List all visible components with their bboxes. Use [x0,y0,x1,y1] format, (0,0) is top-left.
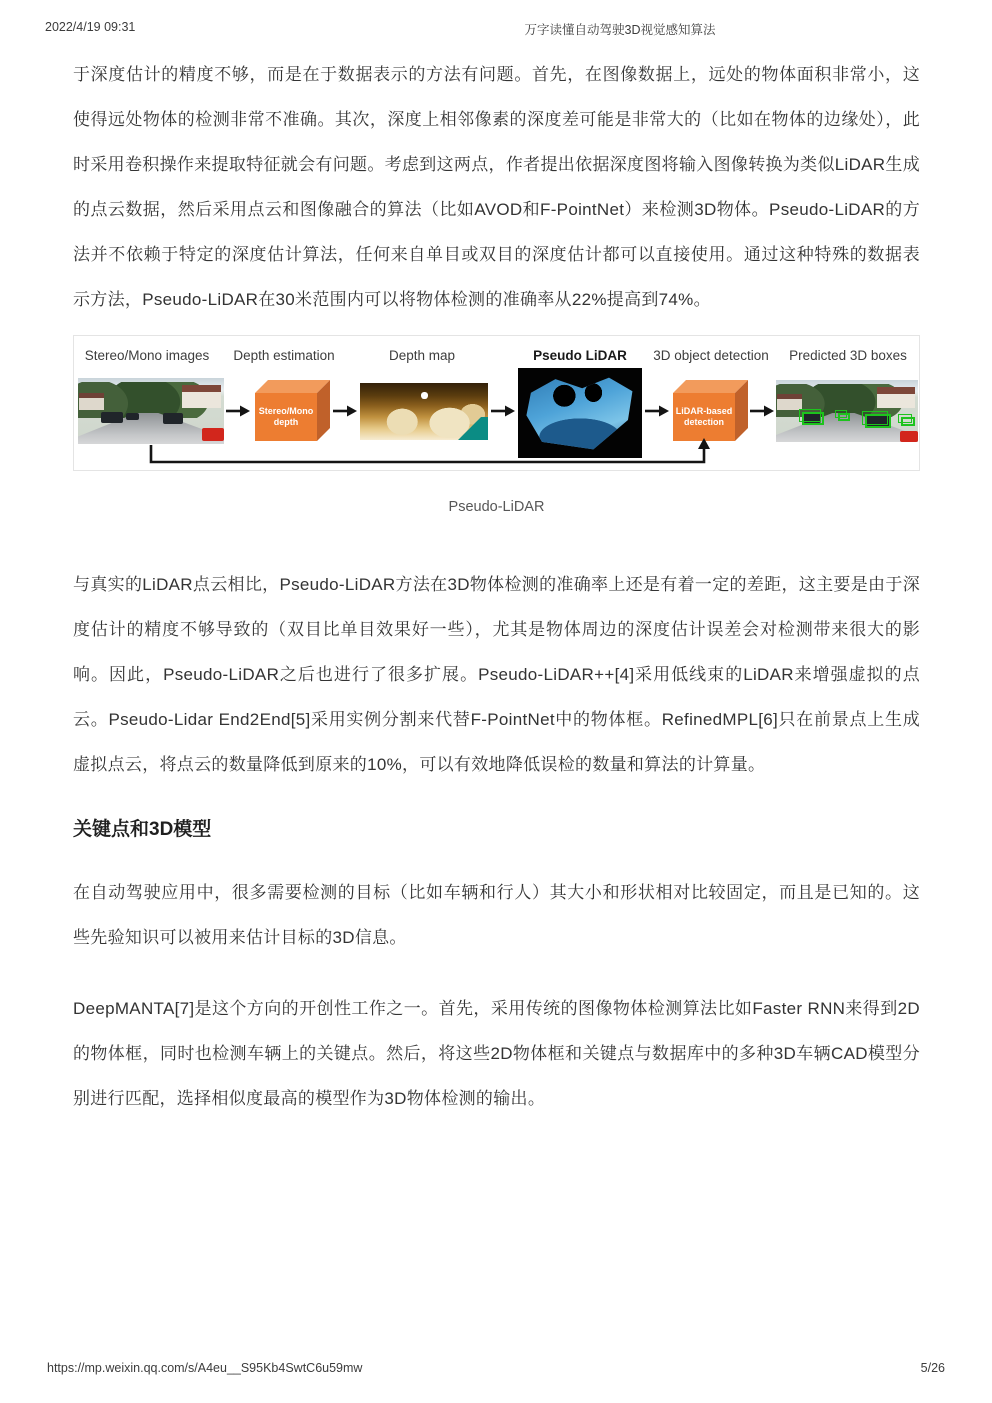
photo-house-right [877,387,915,408]
photo-red-car [202,428,224,441]
flow-arrow-icon [645,404,669,418]
flow-arrow-icon [333,404,357,418]
photo-house-left [79,393,104,411]
article-content [73,52,920,1121]
photo-car [126,413,139,420]
stage-label-3d-object-detection: 3D object detection [653,348,769,363]
stage-label-pseudo-lidar: Pseudo LiDAR [533,348,627,363]
pointcloud-terrain [524,376,636,452]
paragraph-prior-knowledge: 在自动驾驶应用中，很多需要检测的目标（比如车辆和行人）其大小和形状相对比较固定，而且是已知的。这些先验知识可以被用来估计目标的3D信息。 [73,883,920,947]
stage-label-depth-estimation: Depth estimation [233,348,335,363]
lidar-based-detection-process-box [672,380,748,441]
cuboid-side-face [735,380,748,441]
document-title: 万字读懂自动驾驶3D视觉感知算法 [524,23,716,37]
section-heading-keypoints-3d-models: 关键点和3D模型 [73,819,212,840]
predicted-3d-box-outline [838,413,849,420]
flow-arrow-icon [226,404,250,418]
photo-car [163,413,183,424]
predicted-3d-box-outline [901,417,915,426]
print-datetime: 2022/4/19 09:31 [45,20,136,34]
stage-label-predicted-3d-boxes: Predicted 3D boxes [789,348,907,363]
lidar-based-detection-box-label: LiDAR-based detection [673,393,735,441]
photo-car [101,412,123,423]
output-street-photo-with-3d-boxes [776,380,918,442]
photo-red-car [900,431,918,442]
predicted-3d-box-outline [865,414,891,429]
flow-arrow-icon [491,404,515,418]
paragraph-deepmanta: DeepMANTA[7]是这个方向的开创性工作之一。首先，采用传统的图像物体检测算法比如Faster RNN来得到2D的物体框，同时也检测车辆上的关键点。然后，将这些2D物体框和关键点与数据库中的多种3D车辆CAD模型分别进行匹配，选择相似度最高的模型作为3D物体检测的输出。 [73,999,920,1108]
stage-label-depth-map: Depth map [388,348,456,363]
stage-label-stereo-mono-images: Stereo/Mono images [84,348,210,363]
pipeline-diagram [74,336,919,470]
flow-arrow-icon [750,404,774,418]
print-header [45,20,947,38]
page-indicator: 5/26 [920,1361,945,1375]
photo-house-right [182,385,221,407]
photo-house-left [777,394,801,411]
source-url: https://mp.weixin.qq.com/s/A4eu__S95Kb4SwtC6u59mw [47,1361,363,1375]
depth-map-image [360,383,488,440]
input-street-photo [78,378,224,444]
cuboid-side-face [317,380,330,441]
paragraph-pseudo-lidar-extensions: 与真实的LiDAR点云相比，Pseudo-LiDAR方法在3D物体检测的准确率上还是有着一定的差距，这主要是由于深度估计的精度不够导致的（双目比单目效果好一些），尤其是物体周边的深度估计误差会对检测带来很大的影响。因此，Pseudo-LiDAR之后也进行了很多扩展。Pseudo-LiDAR++[4]采用低线束的LiDAR来增强虚拟的点云。Pseudo-Lidar End2End[5]采用实例分割来代替F-PointNet中的物体框。RefinedMPL[6]只在前景点上生成虚拟点云，将点云的数量降低到原来的10%，可以有效地降低误检的数量和算法的计算量。 [73,575,920,774]
stereo-mono-depth-box-label: Stereo/Mono depth [255,393,317,441]
depth-estimation-process-box [254,380,330,441]
pseudo-lidar-pipeline-figure [73,335,920,471]
pseudo-lidar-pointcloud-image [518,368,642,458]
figure-caption: Pseudo-LiDAR [448,499,545,515]
print-footer [47,1361,945,1379]
paragraph-pseudo-lidar-intro: 于深度估计的精度不够，而是在于数据表示的方法有问题。首先，在图像数据上，远处的物体面积非常小，这使得远处物体的检测非常不准确。其次，深度上相邻像素的深度差可能是非常大的（比如在物体的边缘处），此时采用卷积操作来提取特征就会有问题。考虑到这两点，作者提出依据深度图将输入图像转换为类似LiDAR生成的点云数据，然后采用点云和图像融合的算法（比如AVOD和F-PointNet）来检测3D物体。Pseudo-LiDAR的方法并不依赖于特定的深度估计算法，任何来自单目或双目的深度估计都可以直接使用。通过这种特殊的数据表示方法，Pseudo-LiDAR在30米范围内可以将物体检测的准确率从22%提高到74%。 [73,65,920,309]
predicted-3d-box-outline [802,412,825,424]
